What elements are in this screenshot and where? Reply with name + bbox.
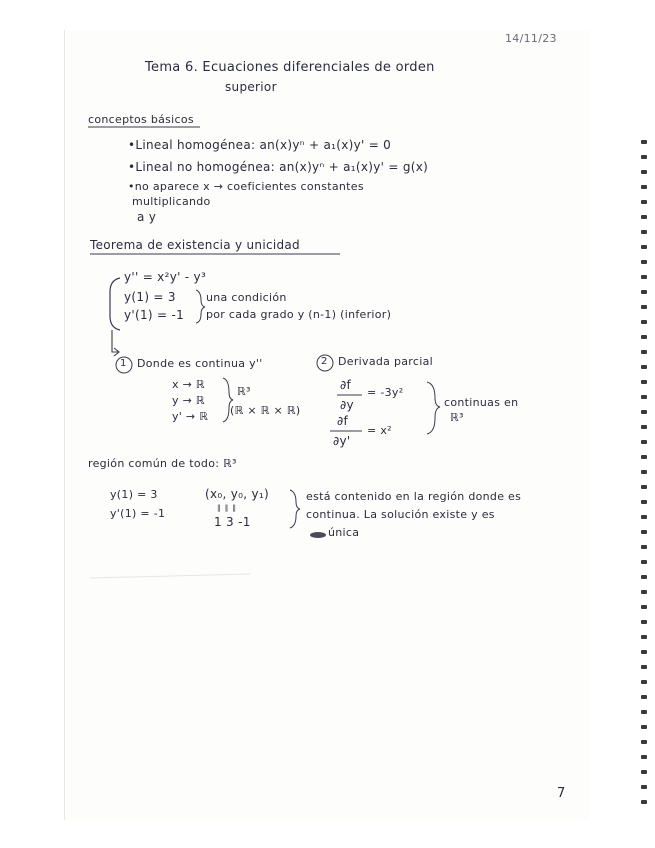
notebook-spiral <box>641 140 649 820</box>
spiral-hole <box>641 440 647 444</box>
conclusion-line-2: continua. La solución existe y es <box>306 508 495 521</box>
continuity-space: ℝ³ <box>450 411 464 424</box>
initial-point-values: 1 3 -1 <box>214 515 251 529</box>
spiral-hole <box>641 560 647 564</box>
spiral-hole <box>641 695 647 699</box>
partial-numerator-2: ∂f <box>337 414 349 428</box>
spiral-hole <box>641 545 647 549</box>
final-condition-2: y'(1) = -1 <box>110 507 166 520</box>
mapping-yprime: y' → ℝ <box>172 410 209 423</box>
spiral-hole <box>641 410 647 414</box>
spiral-hole <box>641 590 647 594</box>
bullet-lineal-no-homogenea: •Lineal no homogénea: an(x)yⁿ + a₁(x)y' = g(x) <box>128 160 429 174</box>
initial-point-tuple: (x₀, y₀, y₁) <box>205 487 269 501</box>
partial-denominator-1: ∂y <box>340 398 354 412</box>
spiral-hole <box>641 680 647 684</box>
spiral-hole <box>641 485 647 489</box>
spiral-hole <box>641 455 647 459</box>
spiral-hole <box>641 800 647 804</box>
condition-note-1: una condición <box>206 291 287 304</box>
spiral-hole <box>641 170 647 174</box>
spiral-hole <box>641 260 647 264</box>
spiral-hole <box>641 470 647 474</box>
point-two-number: 2 <box>321 356 328 367</box>
spiral-hole <box>641 320 647 324</box>
spiral-hole <box>641 530 647 534</box>
bullet-a-y: a y <box>137 210 157 224</box>
partial-value-2: = x² <box>367 424 392 437</box>
spiral-hole <box>641 395 647 399</box>
spiral-hole <box>641 515 647 519</box>
conclusion-line-3: única <box>328 526 360 539</box>
partial-numerator-1: ∂f <box>340 378 352 392</box>
spiral-hole <box>641 635 647 639</box>
spiral-hole <box>641 335 647 339</box>
final-brace <box>290 490 300 528</box>
continuity-brace <box>427 382 440 434</box>
spiral-hole <box>641 140 647 144</box>
condition-brace <box>196 290 205 323</box>
spiral-hole <box>641 665 647 669</box>
section-heading-teorema: Teorema de existencia y unicidad <box>90 238 300 252</box>
spiral-hole <box>641 155 647 159</box>
point-two-label: Derivada parcial <box>338 355 433 368</box>
spiral-hole <box>641 305 647 309</box>
page-number: 7 <box>557 786 566 801</box>
page-date: 14/11/23 <box>505 32 557 45</box>
mapping-y: y → ℝ <box>172 394 205 407</box>
spiral-hole <box>641 785 647 789</box>
conclusion-line-1: está contenido en la región donde es <box>306 490 522 503</box>
condition-note-2: por cada grado y (n-1) (inferior) <box>206 308 392 321</box>
spiral-hole <box>641 650 647 654</box>
continuity-note: continuas en <box>444 396 519 409</box>
spiral-hole <box>641 215 647 219</box>
initial-condition-2: y'(1) = -1 <box>124 308 185 322</box>
point-one-label: Donde es continua y'' <box>137 357 263 370</box>
bullet-multiplicando: multiplicando <box>132 195 211 208</box>
differential-equation: y'' = x²y' - y³ <box>124 270 207 284</box>
mapping-x: x → ℝ <box>172 378 205 391</box>
spiral-hole <box>641 245 647 249</box>
partial-value-1: = -3y² <box>367 386 404 399</box>
point-one-number: 1 <box>120 358 127 369</box>
spiral-hole <box>641 200 647 204</box>
spiral-hole <box>641 725 647 729</box>
spiral-hole <box>641 290 647 294</box>
equality-marks: ‖ ‖ ‖ <box>217 504 237 512</box>
spiral-hole <box>641 620 647 624</box>
bullet-coeficientes: •no aparece x → coeficientes constantes <box>128 180 364 193</box>
spiral-hole <box>641 605 647 609</box>
spiral-hole <box>641 275 647 279</box>
faint-line <box>90 574 250 578</box>
spiral-hole <box>641 185 647 189</box>
initial-condition-1: y(1) = 3 <box>124 290 176 304</box>
spiral-hole <box>641 755 647 759</box>
spiral-hole <box>641 230 647 234</box>
product-space: (ℝ × ℝ × ℝ) <box>230 404 301 417</box>
spiral-hole <box>641 500 647 504</box>
system-brace <box>110 278 120 330</box>
spiral-hole <box>641 710 647 714</box>
section-heading-conceptos: conceptos básicos <box>88 113 194 126</box>
spiral-hole <box>641 770 647 774</box>
spiral-hole <box>641 740 647 744</box>
space-r3: ℝ³ <box>237 385 251 398</box>
spiral-hole <box>641 350 647 354</box>
spiral-hole <box>641 365 647 369</box>
crossed-out-scribble <box>310 532 326 538</box>
page-title: Tema 6. Ecuaciones diferenciales de orden <box>145 60 435 75</box>
region-note: región común de todo: ℝ³ <box>88 457 237 470</box>
page-title-line2: superior <box>225 80 277 94</box>
spiral-hole <box>641 380 647 384</box>
spiral-hole <box>641 425 647 429</box>
partial-denominator-2: ∂y' <box>333 434 351 448</box>
final-condition-1: y(1) = 3 <box>110 488 158 501</box>
spiral-hole <box>641 575 647 579</box>
bullet-lineal-homogenea: •Lineal homogénea: an(x)yⁿ + a₁(x)y' = 0 <box>128 138 392 152</box>
